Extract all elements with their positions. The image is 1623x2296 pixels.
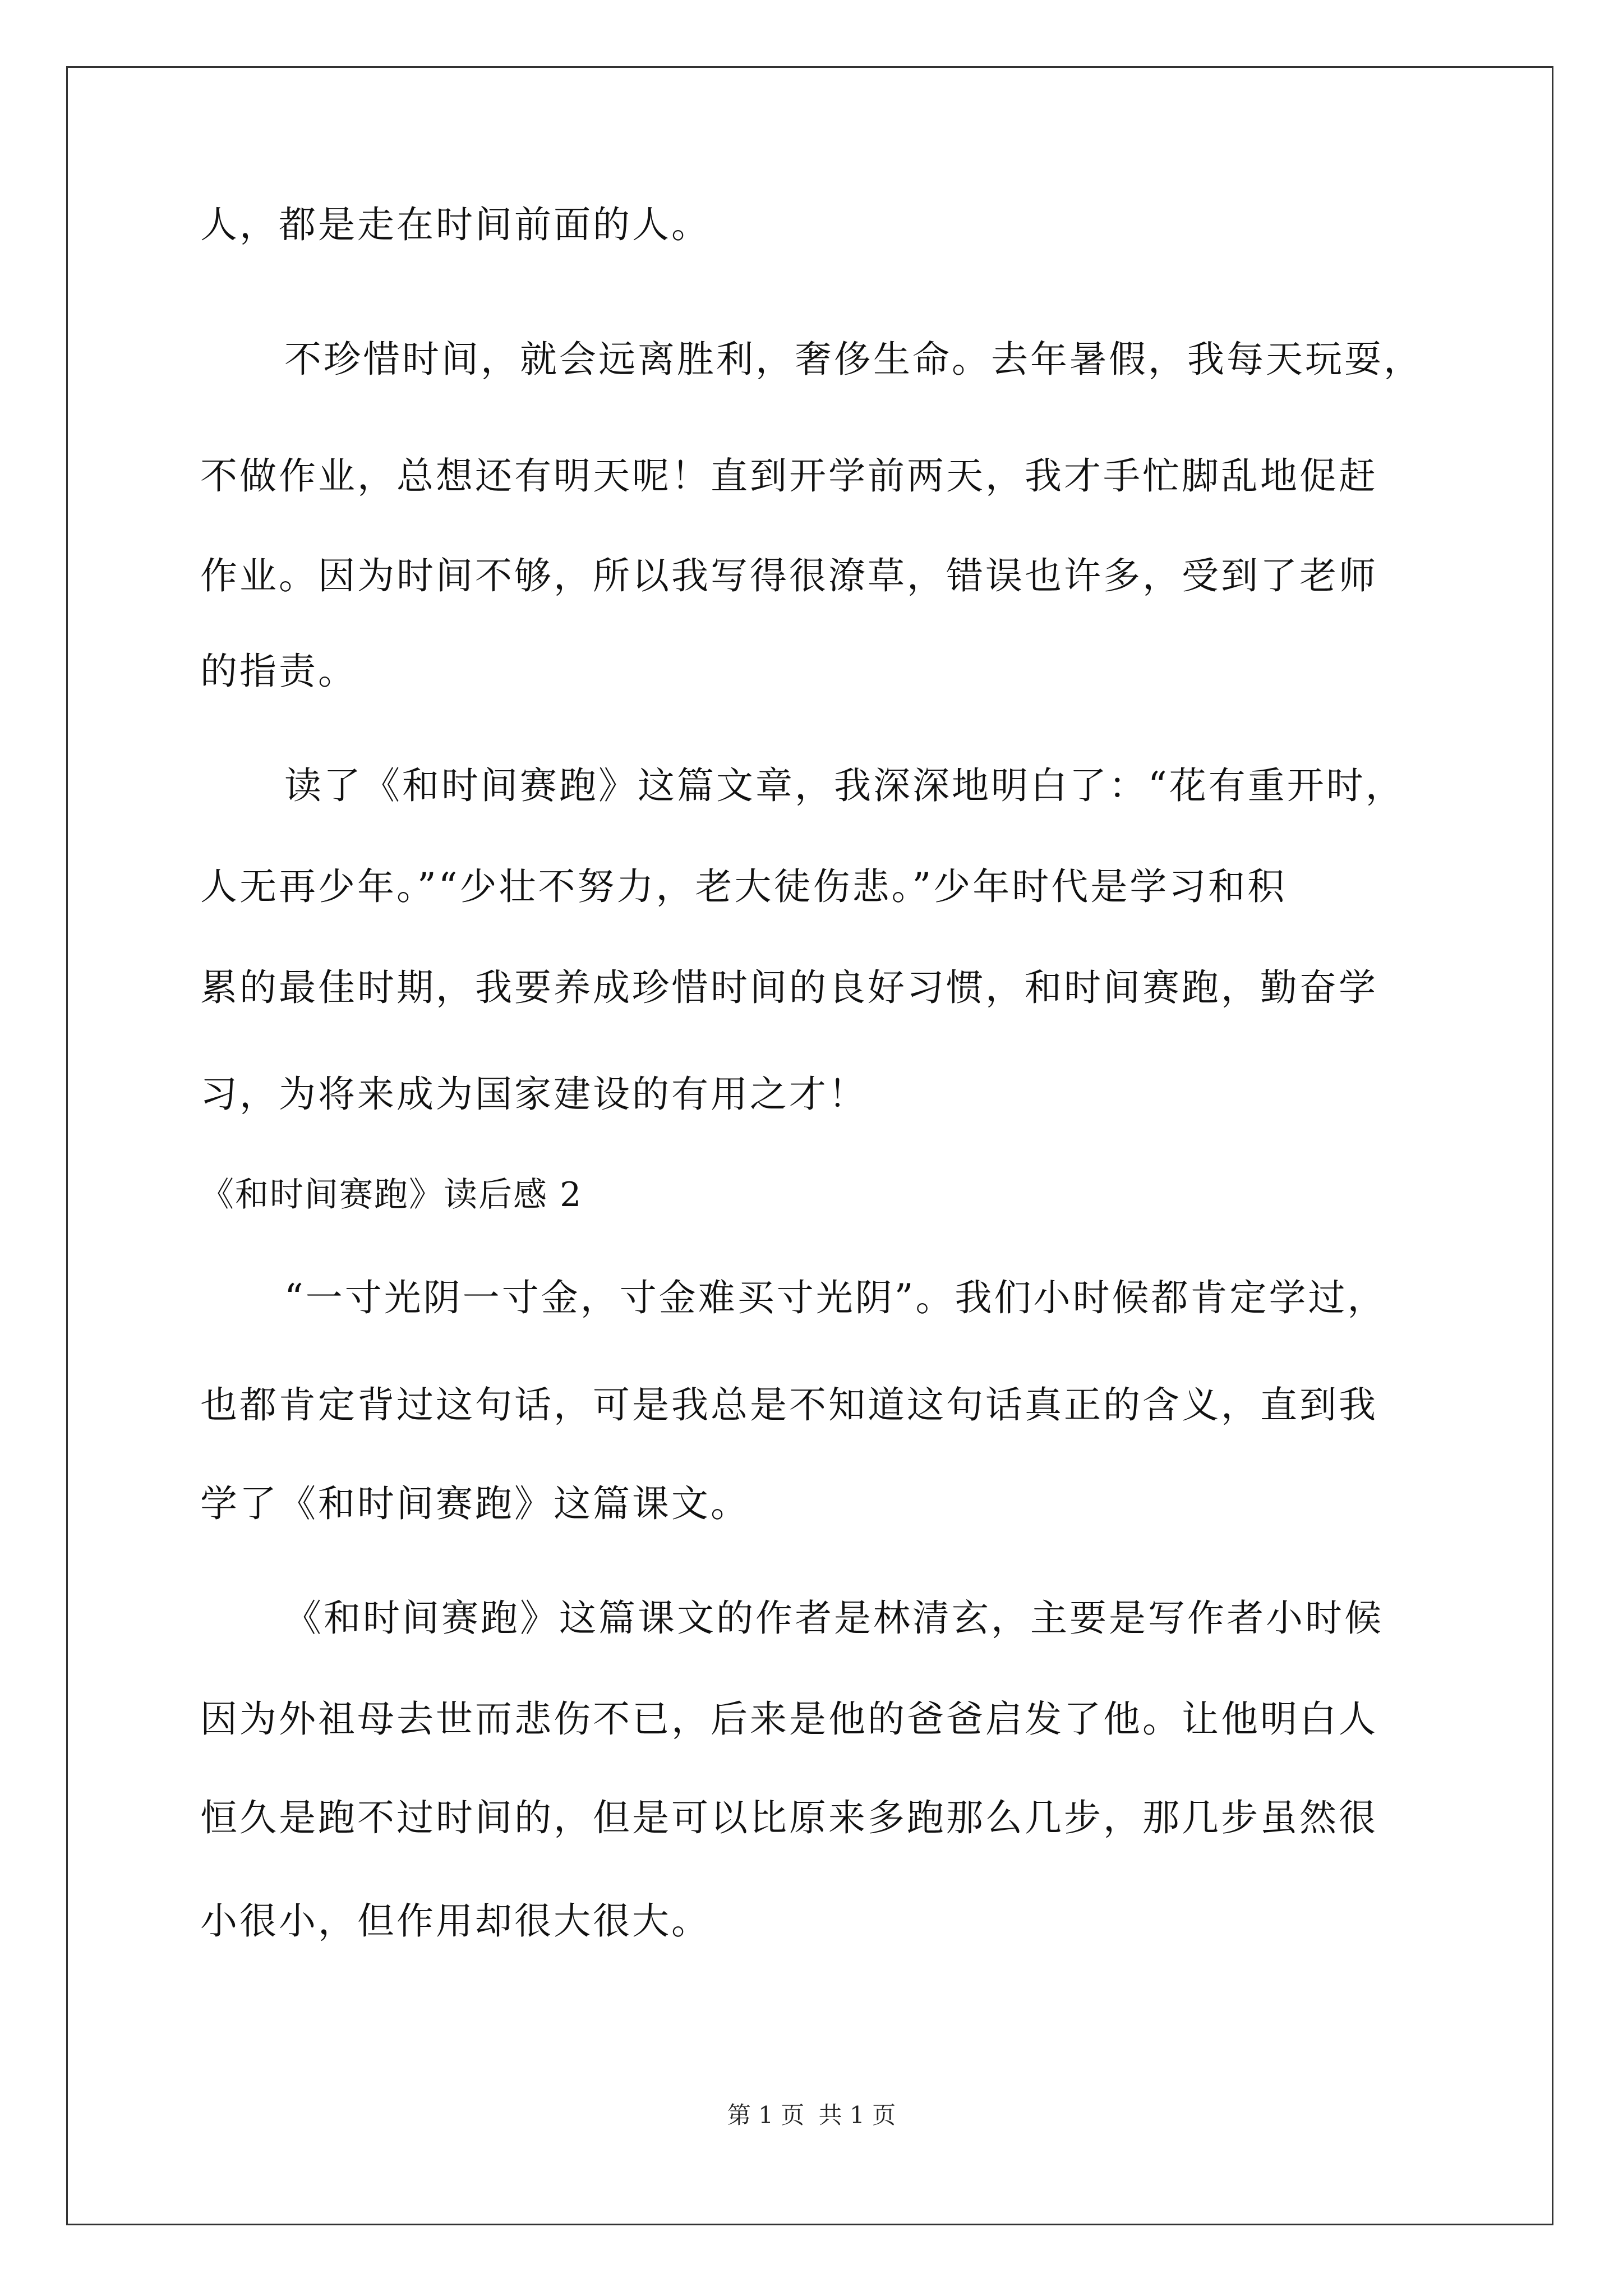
paragraph-line: 习，为将来成为国家建设的有用之才！ [200, 1073, 868, 1116]
paragraph-line: “一寸光阴一寸金，寸金难买寸光阴”。我们小时候都肯定学过， [284, 1276, 1387, 1319]
paragraph-line: 因为外祖母去世而悲伤不已，后来是他的爸爸启发了他。让他明白人 [200, 1697, 1378, 1741]
paragraph-line: 不珍惜时间，就会远离胜利，奢侈生命。去年暑假，我每天玩耍， [284, 338, 1423, 381]
paragraph-line: 读了《和时间赛跑》这篇文章，我深深地明白了：“花有重开时， [284, 764, 1405, 807]
paragraph-line: 也都肯定背过这句话，可是我总是不知道这句话真正的含义，直到我 [200, 1383, 1378, 1427]
paragraph-line: 小很小，但作用却很大很大。 [200, 1899, 711, 1943]
paragraph-line: 累的最佳时期，我要养成珍惜时间的良好习惯，和时间赛跑，勤奋学 [200, 966, 1378, 1009]
paragraph-line: 人无再少年。”“少壮不努力，老大徒伤悲。”少年时代是学习和积 [200, 865, 1287, 908]
total-pages: 共 1 页 [818, 2101, 896, 2129]
paragraph-line: 作业。因为时间不够，所以我写得很潦草，错误也许多，受到了老师 [200, 554, 1378, 597]
page-number: 第 1 页 [727, 2101, 805, 2129]
paragraph-line: 人，都是走在时间前面的人。 [200, 203, 711, 246]
paragraph-line: 不做作业，总想还有明天呢！直到开学前两天，我才手忙脚乱地促赶 [200, 454, 1378, 498]
paragraph-line: 《和时间赛跑》这篇课文的作者是林清玄，主要是写作者小时候 [284, 1596, 1384, 1640]
paragraph-line: 学了《和时间赛跑》这篇课文。 [200, 1482, 750, 1525]
page-footer [0, 2101, 1623, 2129]
paragraph-line: 恒久是跑不过时间的，但是可以比原来多跑那么几步，那几步虽然很 [200, 1796, 1378, 1839]
paragraph-line: 的指责。 [200, 650, 357, 693]
section-heading: 《和时间赛跑》读后感 2 [200, 1175, 583, 1214]
